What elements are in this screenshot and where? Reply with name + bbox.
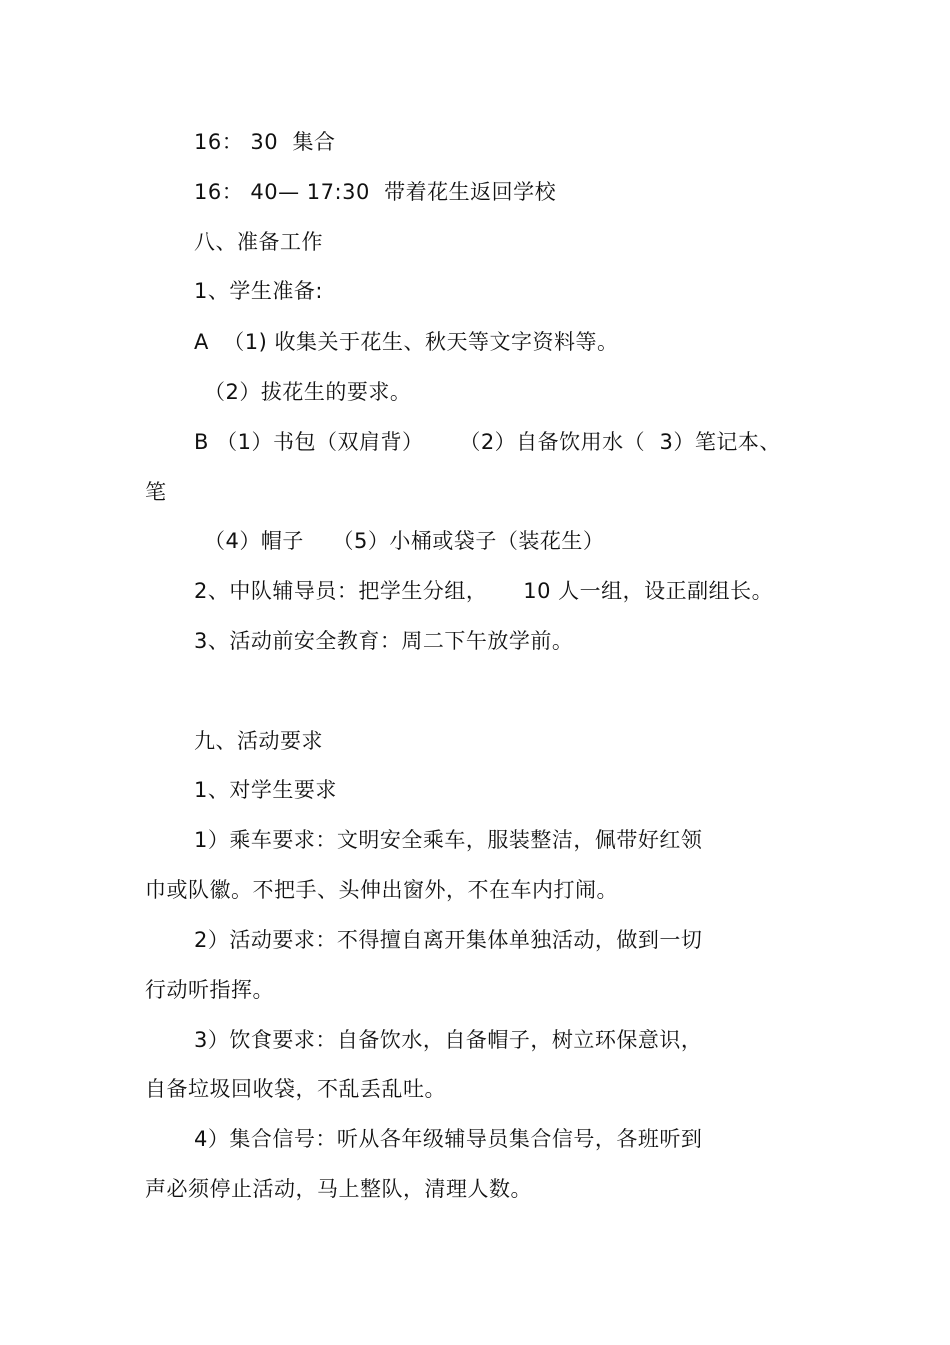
requirement-transport-continued: 巾或队徽。不把手、头伸出窗外，不在车内打闹。	[145, 878, 618, 902]
requirement-assembly-signal: 4）集合信号：听从各年级辅导员集合信号，各班听到	[194, 1127, 703, 1151]
prep-safety-education: 3、活动前安全教育：周二下午放学前。	[194, 629, 574, 653]
requirement-transport: 1）乘车要求：文明安全乘车，服装整洁，佩带好红领	[194, 828, 703, 852]
prep-item-a1: A （1) 收集关于花生、秋天等文字资料等。	[194, 330, 619, 354]
subheading-student-prep: 1、学生准备:	[194, 279, 323, 303]
prep-item-b: B （1）书包（双肩背） （2）自备饮用水（ 3）笔记本、	[194, 430, 781, 454]
section-heading-requirements: 九、活动要求	[194, 729, 323, 753]
prep-item-b-more: （4）帽子 （5）小桶或袋子（装花生）	[204, 529, 605, 553]
requirement-food: 3）饮食要求：自备饮水，自备帽子，树立环保意识，	[194, 1028, 703, 1052]
requirement-food-continued: 自备垃圾回收袋，不乱丢乱吐。	[145, 1077, 446, 1101]
schedule-line-assembly: 16： 30 集合	[194, 130, 336, 154]
section-heading-preparation: 八、准备工作	[194, 230, 323, 254]
prep-counselor: 2、中队辅导员：把学生分组， 10 人一组，设正副组长。	[194, 579, 774, 603]
prep-item-a2: （2）拔花生的要求。	[204, 380, 412, 404]
subheading-student-requirements: 1、对学生要求	[194, 778, 337, 802]
requirement-assembly-signal-continued: 声必须停止活动，马上整队，清理人数。	[145, 1177, 532, 1201]
requirement-activity: 2）活动要求：不得擅自离开集体单独活动，做到一切	[194, 928, 703, 952]
schedule-line-return: 16： 40— 17:30 带着花生返回学校	[194, 180, 557, 204]
requirement-activity-continued: 行动听指挥。	[145, 978, 274, 1002]
prep-item-b-continued: 笔	[145, 480, 167, 504]
